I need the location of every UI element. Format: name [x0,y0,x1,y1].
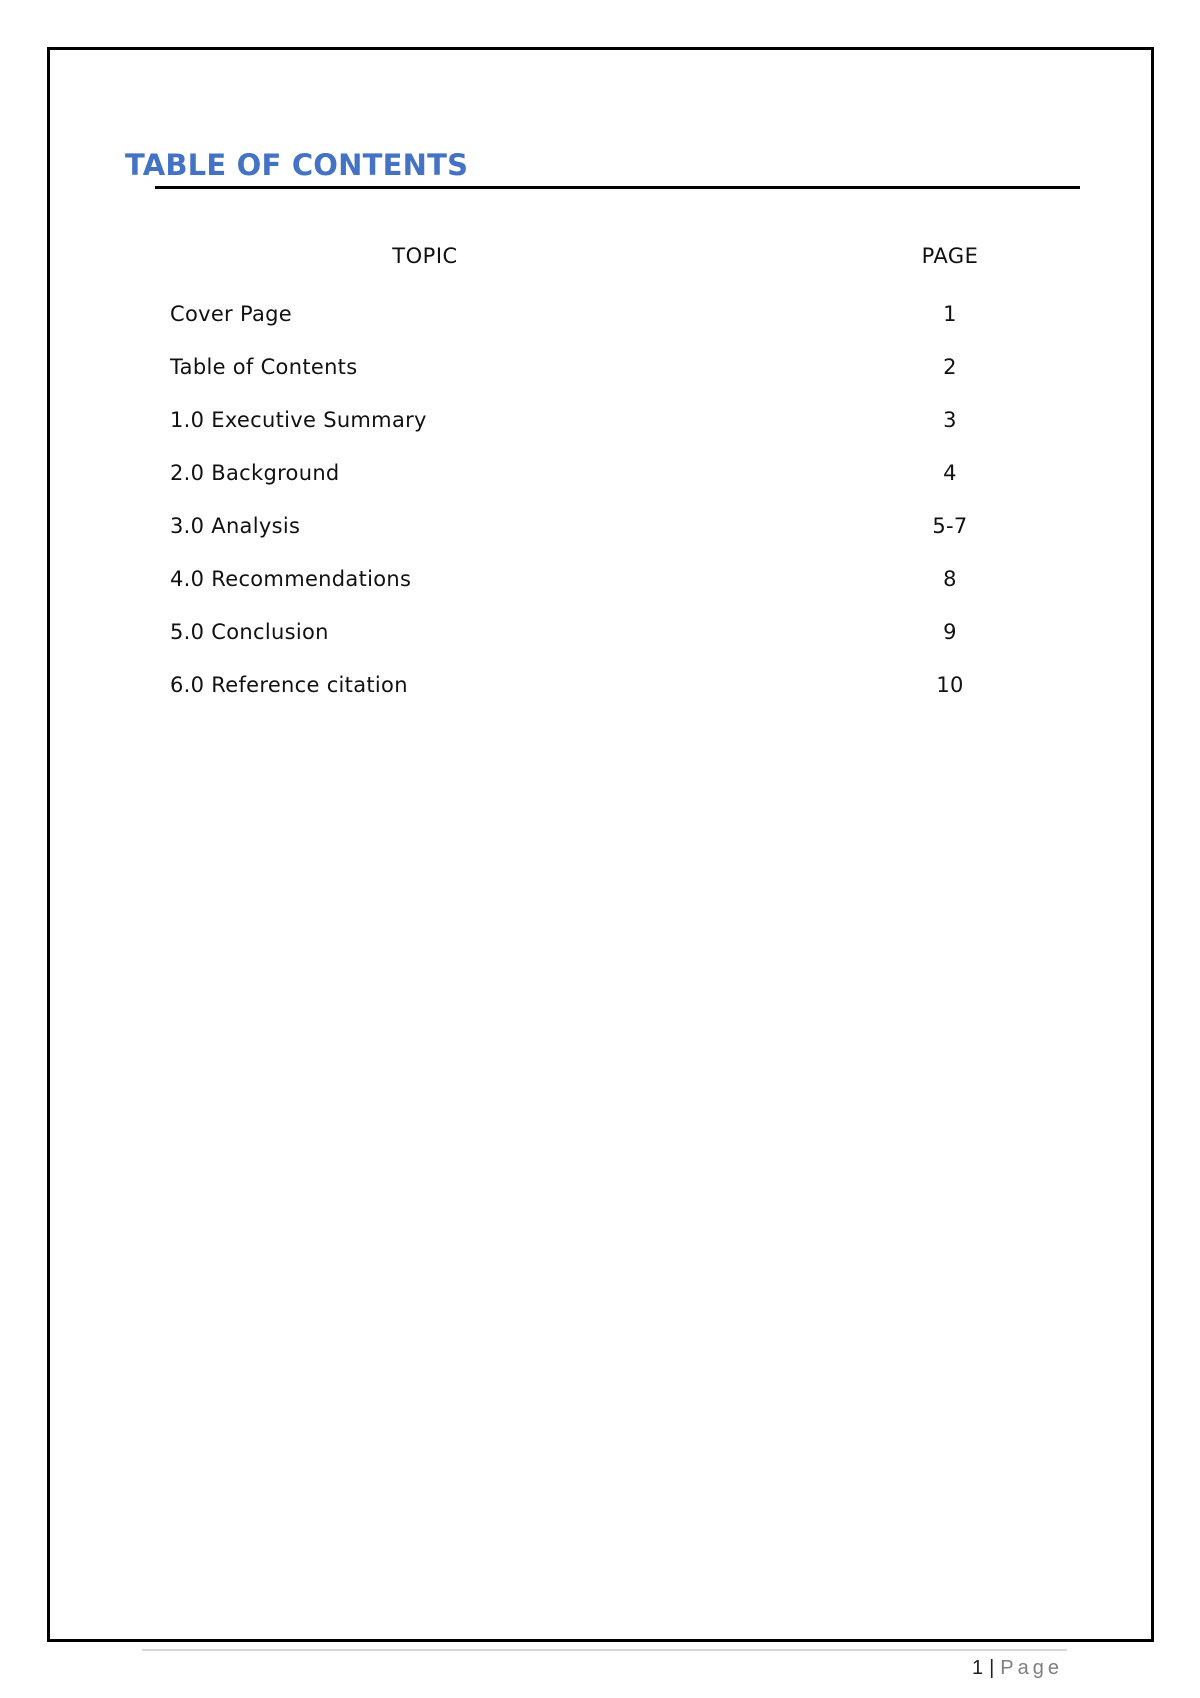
toc-page: 10 [936,673,964,697]
toc-row [155,567,1055,620]
toc-row [155,408,1055,461]
footer-divider [142,1649,1067,1651]
toc-topic: 4.0 Recommendations [170,567,412,591]
toc-page: 1 [943,302,957,326]
toc-page: 3 [943,408,957,432]
toc-topic: 2.0 Background [170,461,340,485]
toc-page: 8 [943,567,957,591]
toc-page: 4 [943,461,957,485]
page-title: TABLE OF CONTENTS [125,148,469,182]
footer-separator: | [989,1657,995,1679]
column-header-topic: TOPIC [392,244,458,268]
toc-row [155,302,1055,355]
toc-page: 2 [943,355,957,379]
toc-page: 5-7 [932,514,968,538]
toc-topic: Cover Page [170,302,293,326]
toc-row [155,461,1055,514]
toc-row [155,355,1055,408]
page-number: 1 [971,1657,984,1679]
toc-topic: 6.0 Reference citation [170,673,408,697]
toc-row [155,620,1055,673]
column-header-page: PAGE [921,244,979,268]
heading-underline [155,186,1080,189]
toc-row [155,514,1055,567]
toc-topic: 1.0 Executive Summary [170,408,427,432]
toc-topic: Table of Contents [170,355,358,379]
toc-table [155,244,1055,726]
page-footer [972,1657,1063,1680]
toc-page: 9 [943,620,957,644]
toc-topic: 5.0 Conclusion [170,620,329,644]
toc-header-row [155,244,1055,302]
toc-topic: 3.0 Analysis [170,514,301,538]
toc-row [155,673,1055,726]
page-label: Page [1000,1657,1063,1679]
